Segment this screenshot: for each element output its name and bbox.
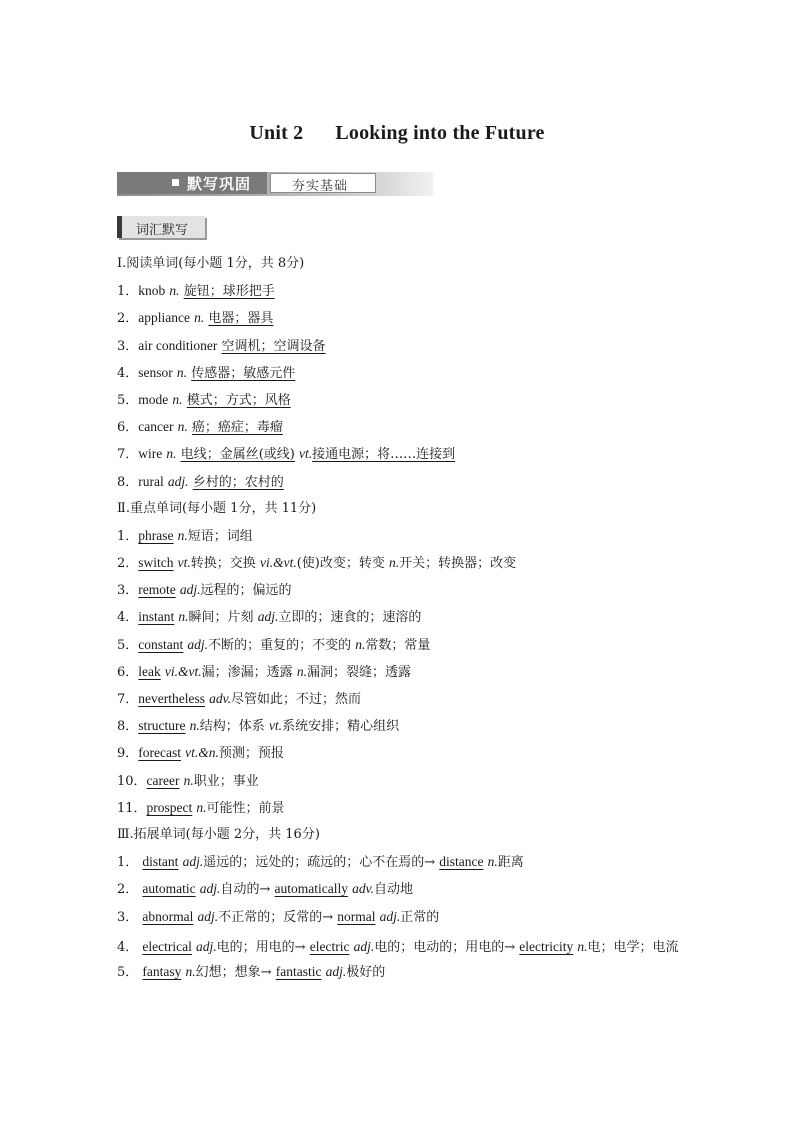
meaning-text: 瞬间；片刻 — [188, 610, 254, 626]
meaning-text: 遥远的；远处的；疏远的；心不在焉的→ — [203, 855, 436, 871]
part-of-speech: n. — [389, 555, 400, 571]
exercise-item — [117, 552, 687, 579]
exercise-item — [117, 797, 687, 824]
item-word: mode — [138, 391, 169, 407]
item-number: 6． — [117, 664, 139, 680]
answer-blank: constant — [138, 636, 184, 652]
exercise-item — [117, 688, 687, 715]
part-of-speech: n. — [172, 391, 183, 407]
answer-blank: remote — [138, 582, 176, 598]
item-word: rural — [138, 473, 164, 489]
part-of-speech: n. — [185, 963, 196, 979]
meaning-text: 自动的→ — [220, 882, 271, 898]
item-number: 4． — [117, 610, 139, 626]
exercise-item — [117, 770, 687, 797]
answer-blank: fantastic — [275, 963, 322, 979]
meaning-text: 系统安排；精心组织 — [282, 719, 400, 735]
item-number: 9． — [117, 746, 139, 762]
exercise-item — [117, 634, 687, 661]
item-number: 7． — [117, 692, 139, 707]
part-of-speech: n. — [296, 663, 307, 679]
part-of-speech: n. — [176, 364, 188, 380]
meaning-text: 尽管如此；不过；然而 — [231, 692, 362, 707]
item-number: 6． — [117, 420, 139, 436]
answer-blank: career — [146, 772, 180, 788]
unit-name: Looking into the Future — [335, 122, 545, 144]
part-of-speech: n. — [177, 527, 188, 543]
item-number: 10． — [117, 773, 147, 789]
part-of-speech: n. — [189, 718, 200, 734]
heading-marker-icon — [117, 216, 122, 238]
answer-blank: 空调机；空调设备 — [221, 338, 326, 354]
exercise-item — [117, 525, 687, 552]
exercise-item — [117, 416, 687, 443]
meaning-text: 漏；渗漏；透露 — [201, 664, 293, 680]
part-of-speech: adj. — [182, 854, 204, 870]
part-of-speech: n. — [487, 854, 498, 870]
part-of-speech: adv. — [209, 691, 232, 706]
square-bullet-icon — [172, 179, 179, 186]
section-header-text: Ⅲ.拓展单词(每小题 2分，共 16分) — [117, 826, 320, 842]
answer-blank: nevertheless — [138, 691, 206, 706]
section-banner — [117, 172, 433, 196]
item-number: 5． — [117, 964, 139, 980]
answer-blank: fantasy — [142, 963, 182, 979]
meaning-text: 可能性；前景 — [206, 800, 285, 816]
item-number: 2． — [117, 311, 139, 327]
part-of-speech: n. — [577, 938, 588, 954]
meaning-text: 距离 — [497, 855, 524, 871]
item-word: wire — [138, 446, 163, 462]
item-number: 7． — [117, 447, 139, 463]
banner-sub-label: 夯实基础 — [292, 179, 349, 194]
answer-blank: structure — [138, 718, 186, 734]
answer-blank: phrase — [138, 527, 174, 543]
exercise-item — [117, 715, 687, 742]
answer-blank: normal — [337, 908, 376, 924]
exercise-item — [117, 471, 687, 498]
subsection-heading-text: 词汇默写 — [136, 223, 189, 238]
item-number: 4． — [117, 939, 139, 955]
meaning-text: 不断的；重复的；不变的 — [208, 637, 352, 653]
part-of-speech: n. — [177, 419, 188, 435]
item-word: cancer — [138, 419, 174, 435]
answer-blank: 乡村的；农村的 — [192, 474, 284, 490]
item-number: 5． — [117, 637, 139, 653]
part-of-speech: n. — [196, 799, 207, 815]
item-number: 4． — [117, 365, 139, 381]
answer-blank: 电线；金属丝(或线) — [180, 447, 295, 463]
item-number: 5． — [117, 392, 139, 408]
answer-blank: prospect — [146, 799, 193, 815]
answer-blank: abnormal — [142, 908, 194, 924]
answer-blank: leak — [138, 663, 161, 679]
part-of-speech: adj. — [187, 636, 209, 652]
item-number: 3． — [117, 338, 139, 354]
part-of-speech: adj. — [197, 908, 219, 924]
meaning-text: 常数；常量 — [365, 637, 431, 653]
part-of-speech: adj. — [196, 938, 217, 954]
part-of-speech: vi.&vt. — [259, 555, 297, 571]
item-number: 3． — [117, 909, 139, 925]
part-of-speech: n. — [166, 446, 177, 462]
part-of-speech: n. — [183, 772, 194, 788]
answer-blank: switch — [138, 555, 174, 571]
exercise-item — [117, 906, 687, 933]
exercise-item — [117, 742, 687, 769]
item-word: appliance — [138, 310, 191, 326]
meaning-text: 职业；事业 — [193, 773, 259, 789]
answer-blank: 癌；癌症；毒瘤 — [191, 420, 283, 436]
part-of-speech: vt. — [298, 446, 313, 462]
meaning-text: 电；电学；电流 — [587, 939, 679, 955]
meaning-text: 短语；词组 — [187, 528, 253, 544]
section-header-text: Ⅰ.阅读单词(每小题 1分，共 8分) — [117, 256, 305, 271]
part-of-speech: adv. — [352, 881, 374, 897]
answer-blank: electric — [309, 938, 350, 954]
meaning-text: 电的；用电的→ — [216, 939, 306, 955]
answer-blank: 接通电源；将……连接到 — [312, 447, 456, 463]
exercise-item — [117, 335, 687, 362]
item-number: 2． — [117, 882, 139, 898]
answer-blank: distance — [439, 854, 484, 870]
page-title — [0, 122, 794, 145]
part-of-speech: n. — [169, 283, 180, 299]
answer-blank: 模式；方式；风格 — [186, 392, 291, 408]
part-of-speech: adj. — [353, 938, 375, 954]
meaning-text: 预测；预报 — [218, 746, 284, 762]
exercise-item — [117, 280, 687, 307]
exercise-item — [117, 933, 687, 961]
part-of-speech: vt. — [177, 555, 191, 571]
part-of-speech: n. — [194, 310, 205, 326]
item-word: sensor — [138, 364, 173, 380]
section-header-text: Ⅱ.重点单词(每小题 1分，共 11分) — [117, 500, 317, 516]
meaning-text: 立即的；速食的；速溶的 — [278, 610, 422, 626]
exercise-item — [117, 389, 687, 416]
item-number: 3． — [117, 583, 139, 599]
exercise-item — [117, 443, 687, 470]
meaning-text: 电的；电动的；用电的→ — [374, 939, 516, 955]
meaning-text: 远程的；偏远的 — [200, 583, 292, 599]
answer-blank: automatically — [274, 881, 348, 897]
meaning-text: 结构；体系 — [199, 719, 265, 735]
section-header — [117, 253, 687, 280]
meaning-text: 极好的 — [346, 964, 386, 980]
meaning-text: 开关；转换器；改变 — [399, 556, 517, 572]
exercise-item — [117, 362, 687, 389]
answer-blank: 传感器；敏感元件 — [191, 365, 296, 381]
exercise-item — [117, 661, 687, 688]
answer-blank: electrical — [142, 938, 192, 954]
meaning-text: 不正常的；反常的→ — [218, 909, 334, 925]
answer-blank: instant — [138, 609, 175, 625]
item-number: 1． — [117, 284, 139, 300]
meaning-text: 自动地 — [373, 882, 413, 898]
section-header — [117, 498, 687, 525]
answer-blank: automatic — [142, 881, 196, 897]
meaning-text: 正常的 — [400, 909, 440, 925]
exercise-item — [117, 878, 687, 905]
part-of-speech: adj. — [325, 963, 347, 979]
exercise-item — [117, 606, 687, 633]
part-of-speech: vt.&n. — [185, 745, 219, 761]
meaning-text: 幻想；想象→ — [195, 964, 272, 980]
part-of-speech: adj. — [379, 908, 401, 924]
exercise-item — [117, 851, 687, 878]
answer-blank: distant — [142, 854, 179, 870]
answer-blank: electricity — [519, 938, 574, 954]
item-number: 11． — [117, 800, 147, 816]
item-number: 2． — [117, 556, 139, 572]
part-of-speech: vi.&vt. — [164, 663, 202, 679]
banner-label: 默写巩固 — [187, 175, 252, 193]
item-number: 8． — [117, 474, 139, 490]
part-of-speech: vt. — [268, 718, 283, 734]
part-of-speech: adj. — [167, 473, 189, 489]
part-of-speech: n. — [178, 609, 189, 625]
part-of-speech: adj. — [179, 582, 201, 598]
meaning-text: 漏洞；裂缝；透露 — [306, 664, 411, 680]
section-header — [117, 824, 687, 851]
meaning-text: (使)改变；转变 — [296, 556, 385, 572]
meaning-text: 转换；交换 — [190, 556, 256, 572]
exercise-content — [117, 253, 687, 988]
part-of-speech: adj. — [199, 881, 221, 897]
part-of-speech: adj. — [257, 609, 279, 625]
exercise-item — [117, 579, 687, 606]
answer-blank: 电器；器具 — [208, 311, 274, 327]
exercise-item — [117, 961, 687, 988]
item-word: knob — [138, 283, 166, 299]
item-number: 8． — [117, 719, 139, 735]
unit-number: Unit 2 — [249, 122, 304, 144]
answer-blank: 旋钮；球形把手 — [183, 284, 275, 300]
part-of-speech: n. — [355, 636, 366, 652]
subsection-heading — [117, 216, 205, 238]
item-number: 1． — [117, 528, 139, 544]
exercise-item — [117, 307, 687, 334]
answer-blank: forecast — [138, 745, 182, 761]
item-word: air conditioner — [138, 337, 218, 353]
item-number: 1． — [117, 855, 139, 871]
